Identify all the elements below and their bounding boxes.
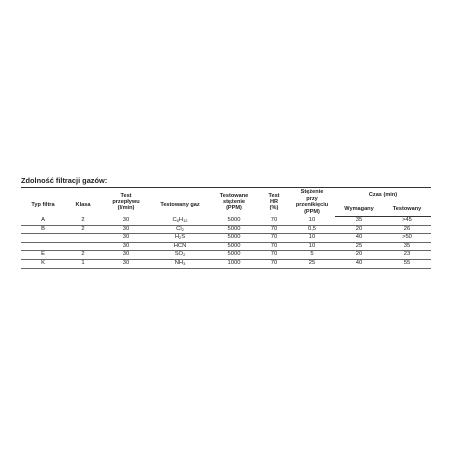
gas-formula-part: HCN	[173, 242, 187, 249]
cell-required: 20	[335, 251, 383, 260]
cell-class: 2	[65, 225, 101, 234]
gas-formula-subscript: 2	[179, 235, 182, 241]
header-time: Czas (min)	[368, 191, 398, 198]
cell-tested: >50	[383, 234, 431, 243]
gas-formula-part: SO	[174, 251, 184, 258]
cell-class	[65, 242, 101, 251]
gas-formula-part: C	[172, 216, 177, 223]
header-breakthrough	[289, 188, 335, 217]
cell-class	[65, 234, 101, 243]
header-conc-line3: (PPM)	[226, 205, 242, 212]
header-tested: Testowany	[383, 202, 431, 217]
cell-gas	[151, 225, 209, 234]
table-row	[21, 217, 431, 226]
cell-flow: 30	[101, 251, 151, 260]
cell-gas	[151, 234, 209, 243]
cell-hr: 70	[259, 234, 289, 243]
gas-formula-part: NH	[174, 259, 184, 266]
cell-flow: 30	[101, 217, 151, 226]
cell-breakthrough: 5	[289, 251, 335, 260]
cell-class: 1	[65, 259, 101, 268]
filtration-section	[21, 176, 431, 269]
gas-formula-part: H	[174, 234, 180, 241]
header-flow-line2: przepływu	[112, 199, 140, 206]
cell-breakthrough: 10	[289, 242, 335, 251]
cell-tested: 26	[383, 225, 431, 234]
cell-hr: 70	[259, 217, 289, 226]
cell-gas	[151, 217, 209, 226]
header-concentration	[209, 188, 259, 217]
cell-tested: >45	[383, 217, 431, 226]
header-required: Wymagany	[335, 202, 383, 217]
cell-filter-type	[21, 234, 65, 243]
cell-required: 25	[335, 242, 383, 251]
header-hr-line2: HR	[269, 199, 279, 206]
cell-breakthrough: 10	[289, 217, 335, 226]
gas-formula-subscript: 2	[181, 226, 184, 232]
cell-hr: 70	[259, 225, 289, 234]
cell-concentration: 5000	[209, 251, 259, 260]
header-flow-test	[101, 188, 151, 217]
header-gas: Testowany gaz	[160, 202, 200, 209]
header-hr-line3: (%)	[269, 205, 279, 212]
table-row	[21, 242, 431, 251]
header-hr	[259, 188, 289, 217]
cell-tested: 35	[383, 242, 431, 251]
cell-flow: 30	[101, 225, 151, 234]
cell-breakthrough: 25	[289, 259, 335, 268]
gas-formula-part: Cl	[176, 225, 182, 232]
header-class: Klasa	[75, 202, 91, 209]
gas-formula-subscript: 6	[176, 217, 179, 223]
cell-concentration: 5000	[209, 225, 259, 234]
gas-filtration-table	[21, 187, 431, 269]
gas-formula-subscript: 2	[183, 252, 186, 258]
header-conc-line2: stężenie	[222, 199, 246, 206]
cell-class: 2	[65, 217, 101, 226]
header-flow-line3: (l/min)	[117, 205, 135, 212]
header-break-line4: (PPM)	[304, 208, 320, 215]
header-hr-line1: Test	[268, 192, 280, 199]
header-filter-type: Typ filtra	[31, 202, 55, 209]
cell-hr: 70	[259, 259, 289, 268]
cell-flow: 30	[101, 242, 151, 251]
header-break-line1: Stężenie	[300, 189, 324, 196]
cell-gas	[151, 251, 209, 260]
cell-class: 2	[65, 251, 101, 260]
table-row	[21, 259, 431, 268]
table-row	[21, 251, 431, 260]
cell-hr: 70	[259, 242, 289, 251]
cell-required: 40	[335, 234, 383, 243]
cell-concentration: 5000	[209, 217, 259, 226]
header-row-top	[21, 188, 431, 203]
cell-hr: 70	[259, 251, 289, 260]
header-flow-line1: Test	[120, 192, 132, 199]
table-body	[21, 217, 431, 269]
cell-flow: 30	[101, 259, 151, 268]
cell-tested: 55	[383, 259, 431, 268]
cell-concentration: 5000	[209, 234, 259, 243]
table-row	[21, 225, 431, 234]
cell-filter-type: B	[21, 225, 65, 234]
cell-breakthrough: 0,5	[289, 225, 335, 234]
cell-required: 40	[335, 259, 383, 268]
cell-gas	[151, 259, 209, 268]
cell-required: 20	[335, 225, 383, 234]
cell-filter-type: K	[21, 259, 65, 268]
header-break-line2: przy	[306, 195, 318, 202]
table-row	[21, 234, 431, 243]
cell-required: 35	[335, 217, 383, 226]
cell-concentration: 5000	[209, 242, 259, 251]
section-title: Zdolność filtracji gazów:	[21, 176, 108, 185]
gas-formula-part: S	[181, 234, 186, 241]
gas-formula-part: H	[178, 216, 184, 223]
cell-gas	[151, 242, 209, 251]
cell-breakthrough: 10	[289, 234, 335, 243]
cell-filter-type	[21, 242, 65, 251]
cell-filter-type: A	[21, 217, 65, 226]
cell-flow: 30	[101, 234, 151, 243]
gas-formula-subscript: 3	[183, 260, 186, 266]
gas-formula-subscript: 12	[183, 217, 188, 223]
cell-concentration: 1000	[209, 259, 259, 268]
cell-filter-type: E	[21, 251, 65, 260]
cell-tested: 23	[383, 251, 431, 260]
header-break-line3: przenikięciu	[295, 202, 329, 209]
header-conc-line1: Testowane	[219, 192, 249, 199]
